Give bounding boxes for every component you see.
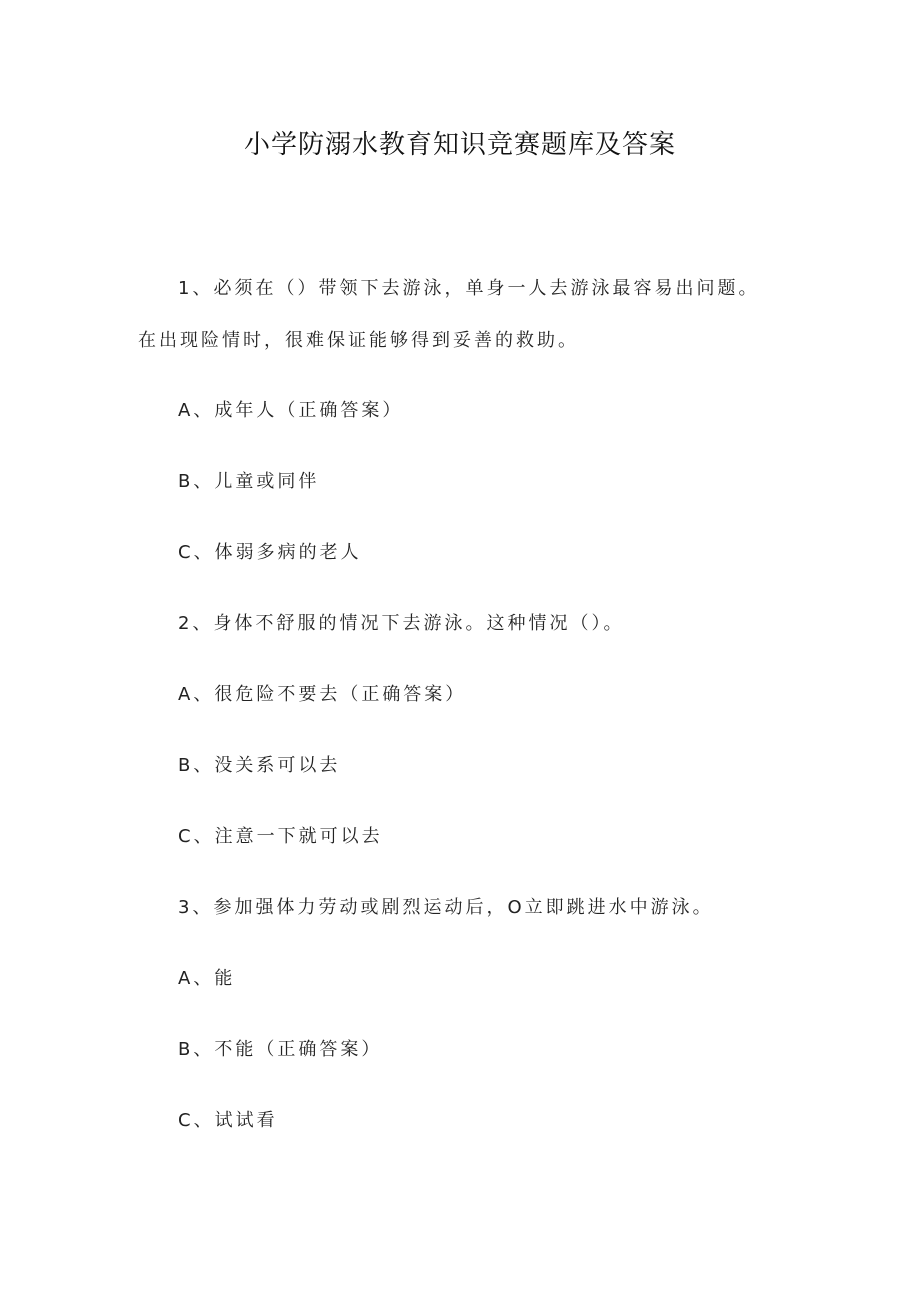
question-3-option-a: A、能 <box>178 968 236 989</box>
question-3-option-b: B、不能（正确答案） <box>178 1039 383 1060</box>
question-1-text: 1、必须在（）带领下去游泳，单身一人去游泳最容易出问题。 <box>178 278 760 299</box>
question-2-option-a: A、很危险不要去（正确答案） <box>178 684 467 705</box>
question-2-text: 2、身体不舒服的情况下去游泳。这种情况（）。 <box>178 613 625 634</box>
document-title: 小学防溺水教育知识竞赛题库及答案 <box>243 130 676 160</box>
question-3-text: 3、参加强体力劳动或剧烈运动后，O立即跳进水中游泳。 <box>178 897 714 918</box>
question-1-text-continued: 在出现险情时，很难保证能够得到妥善的救助。 <box>138 330 579 351</box>
question-3-option-c: C、试试看 <box>178 1110 278 1131</box>
question-2-option-c: C、注意一下就可以去 <box>178 826 383 847</box>
question-1-option-a: A、成年人（正确答案） <box>178 400 404 421</box>
question-1-option-b: B、儿童或同伴 <box>178 471 320 492</box>
question-2-option-b: B、没关系可以去 <box>178 755 341 776</box>
question-1-option-c: C、体弱多病的老人 <box>178 542 362 563</box>
